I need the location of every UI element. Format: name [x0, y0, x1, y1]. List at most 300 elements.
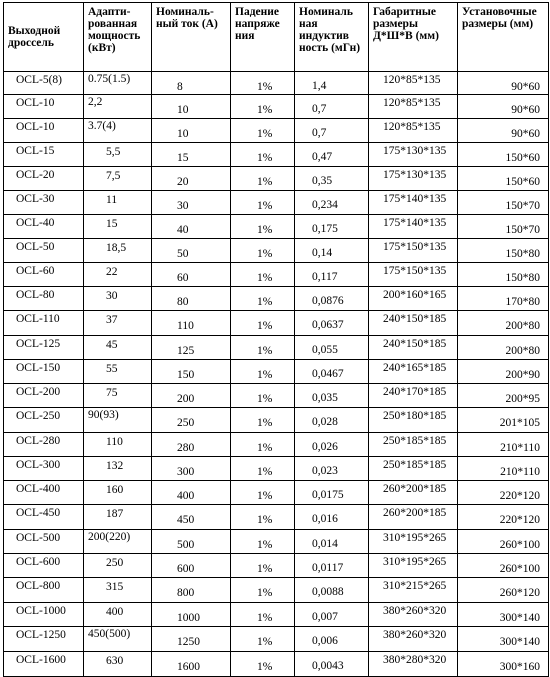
dimensions-value: 250*185*185 — [383, 459, 447, 471]
model-value: OCL-800 — [16, 580, 61, 592]
cell-inductance — [295, 360, 369, 384]
table-row — [4, 287, 549, 311]
voltage-drop-value: 1% — [257, 514, 273, 526]
mounting-value: 260*100 — [499, 563, 540, 575]
table-row — [4, 530, 549, 554]
model-value: OCL-60 — [16, 265, 55, 277]
inductance-value: 0,006 — [312, 635, 338, 647]
model-value: OCL-400 — [16, 483, 61, 495]
cell-inductance — [295, 95, 369, 119]
cell-mounting — [458, 578, 549, 603]
model-value: OCL-300 — [16, 459, 61, 471]
inductance-value: 0,7 — [312, 127, 327, 139]
current-value: 600 — [177, 563, 195, 575]
table-row — [4, 433, 549, 457]
cell-dimensions — [369, 505, 458, 530]
cell-current — [152, 336, 231, 360]
mounting-value: 200*80 — [505, 345, 540, 357]
table-row — [4, 652, 549, 677]
current-value: 30 — [177, 200, 189, 212]
cell-voltage-drop — [231, 481, 295, 505]
model-value: OCL-250 — [16, 410, 61, 422]
cell-voltage-drop — [231, 652, 295, 677]
cell-mounting — [458, 627, 549, 652]
current-value: 50 — [177, 248, 189, 260]
cell-voltage-drop — [231, 119, 295, 143]
cell-model — [4, 287, 84, 311]
header-voltage-drop: Падение напряже ния — [231, 3, 295, 72]
cell-voltage-drop — [231, 287, 295, 311]
power-value: 37 — [106, 314, 118, 326]
cell-current — [152, 505, 231, 530]
inductance-value: 0,14 — [312, 247, 333, 259]
table-row — [4, 215, 549, 239]
mounting-value: 220*120 — [499, 514, 540, 526]
cell-power — [84, 72, 152, 95]
cell-dimensions — [369, 72, 458, 95]
cell-power — [84, 408, 152, 433]
cell-current — [152, 287, 231, 311]
current-value: 80 — [177, 296, 189, 308]
cell-mounting — [458, 433, 549, 457]
cell-power — [84, 578, 152, 603]
cell-model — [4, 167, 84, 191]
dimensions-value: 240*150*185 — [383, 313, 447, 325]
current-value: 60 — [177, 272, 189, 284]
cell-model — [4, 457, 84, 481]
cell-dimensions — [369, 384, 458, 408]
cell-model — [4, 143, 84, 167]
cell-current — [152, 603, 231, 627]
cell-power — [84, 530, 152, 554]
power-value: 400 — [106, 606, 124, 618]
cell-mounting — [458, 239, 549, 263]
current-value: 15 — [177, 152, 189, 164]
current-value: 1600 — [177, 661, 200, 673]
cell-current — [152, 72, 231, 95]
dimensions-value: 240*170*185 — [383, 386, 447, 398]
cell-mounting — [458, 481, 549, 505]
table-row — [4, 191, 549, 215]
dimensions-value: 250*180*185 — [383, 410, 447, 422]
mounting-value: 90*60 — [511, 81, 540, 93]
dimensions-value: 120*85*135 — [383, 121, 441, 133]
mounting-value: 210*110 — [500, 442, 540, 454]
inductance-value: 0,023 — [312, 465, 338, 477]
cell-voltage-drop — [231, 408, 295, 433]
inductance-value: 0,0467 — [312, 368, 344, 380]
cell-dimensions — [369, 263, 458, 287]
cell-mounting — [458, 287, 549, 311]
dimensions-value: 380*260*320 — [383, 629, 447, 641]
model-value: OCL-30 — [16, 193, 55, 205]
voltage-drop-value: 1% — [257, 661, 273, 673]
mounting-value: 300*140 — [499, 636, 540, 648]
cell-current — [152, 191, 231, 215]
cell-mounting — [458, 652, 549, 677]
power-value: 0.75(1.5) — [88, 73, 131, 85]
voltage-drop-value: 1% — [257, 393, 273, 405]
cell-dimensions — [369, 119, 458, 143]
cell-power — [84, 263, 152, 287]
cell-power — [84, 95, 152, 119]
power-value: 132 — [106, 460, 124, 472]
mounting-value: 200*95 — [505, 393, 540, 405]
power-value: 450(500) — [88, 628, 131, 640]
voltage-drop-value: 1% — [257, 369, 273, 381]
cell-dimensions — [369, 652, 458, 677]
cell-dimensions — [369, 287, 458, 311]
cell-mounting — [458, 263, 549, 287]
cell-model — [4, 481, 84, 505]
cell-mounting — [458, 143, 549, 167]
cell-inductance — [295, 384, 369, 408]
dimensions-value: 260*200*185 — [383, 507, 447, 519]
voltage-drop-value: 1% — [257, 200, 273, 212]
cell-voltage-drop — [231, 215, 295, 239]
cell-voltage-drop — [231, 627, 295, 652]
table-row — [4, 360, 549, 384]
cell-power — [84, 360, 152, 384]
inductance-value: 1,4 — [312, 80, 327, 92]
cell-inductance — [295, 578, 369, 603]
current-value: 20 — [177, 176, 189, 188]
cell-dimensions — [369, 336, 458, 360]
mounting-value: 201*105 — [499, 417, 540, 429]
cell-power — [84, 336, 152, 360]
cell-mounting — [458, 603, 549, 627]
voltage-drop-value: 1% — [257, 442, 273, 454]
dimensions-value: 250*185*185 — [383, 435, 447, 447]
voltage-drop-value: 1% — [257, 417, 273, 429]
cell-dimensions — [369, 481, 458, 505]
current-value: 10 — [177, 128, 189, 140]
header-inductance: Номиналь ная индуктив ность (мГн) — [295, 3, 369, 72]
voltage-drop-value: 1% — [257, 104, 273, 116]
current-value: 1250 — [177, 636, 200, 648]
current-value: 200 — [177, 393, 195, 405]
inductance-value: 0,0043 — [312, 660, 344, 672]
cell-mounting — [458, 167, 549, 191]
cell-voltage-drop — [231, 311, 295, 336]
cell-dimensions — [369, 408, 458, 433]
cell-model — [4, 360, 84, 384]
mounting-value: 220*120 — [499, 490, 540, 502]
cell-model — [4, 119, 84, 143]
cell-current — [152, 360, 231, 384]
cell-mounting — [458, 336, 549, 360]
model-value: OCL-1250 — [16, 629, 66, 641]
mounting-value: 170*80 — [505, 296, 540, 308]
cell-dimensions — [369, 239, 458, 263]
table-row — [4, 627, 549, 652]
inductance-value: 0,016 — [312, 513, 338, 525]
table-row — [4, 119, 549, 143]
inductance-value: 0,028 — [312, 416, 338, 428]
voltage-drop-value: 1% — [257, 466, 273, 478]
mounting-value: 150*80 — [505, 272, 540, 284]
cell-power — [84, 384, 152, 408]
cell-power — [84, 191, 152, 215]
cell-voltage-drop — [231, 263, 295, 287]
voltage-drop-value: 1% — [257, 539, 273, 551]
inductance-value: 0,0175 — [312, 489, 344, 501]
cell-mounting — [458, 119, 549, 143]
cell-power — [84, 627, 152, 652]
cell-inductance — [295, 457, 369, 481]
power-value: 315 — [106, 581, 124, 593]
cell-mounting — [458, 505, 549, 530]
cell-voltage-drop — [231, 360, 295, 384]
dimensions-value: 200*160*165 — [383, 289, 447, 301]
table-row — [4, 72, 549, 95]
model-value: OCL-1600 — [16, 654, 66, 666]
cell-dimensions — [369, 554, 458, 578]
cell-inductance — [295, 505, 369, 530]
cell-current — [152, 554, 231, 578]
current-value: 10 — [177, 104, 189, 116]
cell-model — [4, 627, 84, 652]
inductance-value: 0,007 — [312, 611, 338, 623]
header-row — [4, 3, 549, 72]
mounting-value: 150*70 — [505, 200, 540, 212]
power-value: 7,5 — [106, 170, 121, 182]
voltage-drop-value: 1% — [257, 563, 273, 575]
header-output-choke: Выходной дроссель — [4, 3, 84, 72]
cell-model — [4, 408, 84, 433]
cell-model — [4, 384, 84, 408]
model-value: OCL-5(8) — [16, 74, 62, 86]
current-value: 500 — [177, 539, 195, 551]
voltage-drop-value: 1% — [257, 296, 273, 308]
dimensions-value: 260*200*185 — [383, 483, 447, 495]
mounting-value: 90*60 — [511, 104, 540, 116]
mounting-value: 150*60 — [505, 152, 540, 164]
power-value: 200(220) — [88, 531, 131, 543]
cell-current — [152, 627, 231, 652]
power-value: 160 — [106, 484, 124, 496]
current-value: 400 — [177, 490, 195, 502]
cell-power — [84, 311, 152, 336]
current-value: 800 — [177, 587, 195, 599]
cell-power — [84, 505, 152, 530]
power-value: 45 — [106, 339, 118, 351]
dimensions-value: 240*165*185 — [383, 362, 447, 374]
cell-voltage-drop — [231, 191, 295, 215]
inductance-value: 0,014 — [312, 538, 338, 550]
model-value: OCL-280 — [16, 435, 61, 447]
model-value: OCL-80 — [16, 289, 55, 301]
inductance-value: 0,035 — [312, 392, 338, 404]
current-value: 125 — [177, 345, 195, 357]
cell-dimensions — [369, 603, 458, 627]
cell-power — [84, 603, 152, 627]
cell-model — [4, 530, 84, 554]
mounting-value: 210*110 — [500, 466, 540, 478]
table-row — [4, 554, 549, 578]
voltage-drop-value: 1% — [257, 128, 273, 140]
cell-inductance — [295, 215, 369, 239]
cell-inductance — [295, 336, 369, 360]
cell-inductance — [295, 167, 369, 191]
voltage-drop-value: 1% — [257, 636, 273, 648]
cell-power — [84, 481, 152, 505]
voltage-drop-value: 1% — [257, 320, 273, 332]
dimensions-value: 120*85*135 — [383, 97, 441, 109]
inductance-value: 0,0876 — [312, 295, 344, 307]
cell-current — [152, 95, 231, 119]
cell-current — [152, 408, 231, 433]
power-value: 18,5 — [106, 242, 127, 254]
cell-current — [152, 457, 231, 481]
cell-model — [4, 554, 84, 578]
dimensions-value: 310*195*265 — [383, 556, 447, 568]
cell-mounting — [458, 95, 549, 119]
header-dimensions: Габаритные размеры Д*Ш*В (мм) — [369, 3, 458, 72]
cell-inductance — [295, 481, 369, 505]
table-row — [4, 481, 549, 505]
current-value: 1000 — [177, 612, 200, 624]
model-value: OCL-150 — [16, 362, 61, 374]
power-value: 15 — [106, 218, 118, 230]
table-row — [4, 263, 549, 287]
cell-current — [152, 311, 231, 336]
dimensions-value: 175*130*135 — [383, 145, 447, 157]
cell-model — [4, 336, 84, 360]
cell-inductance — [295, 263, 369, 287]
cell-voltage-drop — [231, 530, 295, 554]
mounting-value: 200*80 — [505, 320, 540, 332]
voltage-drop-value: 1% — [257, 248, 273, 260]
cell-mounting — [458, 457, 549, 481]
cell-current — [152, 433, 231, 457]
voltage-drop-value: 1% — [257, 81, 273, 93]
cell-mounting — [458, 554, 549, 578]
voltage-drop-value: 1% — [257, 152, 273, 164]
cell-dimensions — [369, 215, 458, 239]
cell-current — [152, 578, 231, 603]
header-mounting: Установочные размеры (мм) — [458, 3, 549, 72]
cell-inductance — [295, 408, 369, 433]
cell-mounting — [458, 72, 549, 95]
cell-current — [152, 481, 231, 505]
inductance-value: 0,47 — [312, 151, 333, 163]
cell-voltage-drop — [231, 239, 295, 263]
power-value: 5,5 — [106, 146, 121, 158]
model-value: OCL-600 — [16, 556, 61, 568]
mounting-value: 150*70 — [505, 224, 540, 236]
current-value: 8 — [177, 81, 183, 93]
voltage-drop-value: 1% — [257, 490, 273, 502]
table-row — [4, 95, 549, 119]
mounting-value: 200*90 — [505, 369, 540, 381]
inductance-value: 0,117 — [312, 271, 338, 283]
cell-inductance — [295, 287, 369, 311]
cell-inductance — [295, 652, 369, 677]
model-value: OCL-125 — [16, 338, 61, 350]
current-value: 450 — [177, 514, 195, 526]
cell-inductance — [295, 311, 369, 336]
cell-power — [84, 652, 152, 677]
header-power: Адапти-рованная мощность (кВт) — [84, 3, 152, 72]
table-row — [4, 505, 549, 530]
cell-voltage-drop — [231, 457, 295, 481]
power-value: 3.7(4) — [88, 120, 116, 132]
cell-inductance — [295, 72, 369, 95]
power-value: 2,2 — [88, 96, 103, 108]
cell-model — [4, 603, 84, 627]
cell-current — [152, 143, 231, 167]
cell-power — [84, 167, 152, 191]
current-value: 150 — [177, 369, 195, 381]
dimensions-value: 120*85*135 — [383, 74, 441, 86]
mounting-value: 300*160 — [499, 661, 540, 673]
power-value: 22 — [106, 266, 118, 278]
cell-current — [152, 263, 231, 287]
current-value: 280 — [177, 442, 195, 454]
cell-model — [4, 72, 84, 95]
cell-model — [4, 239, 84, 263]
inductance-value: 0,234 — [312, 199, 338, 211]
cell-voltage-drop — [231, 95, 295, 119]
cell-current — [152, 239, 231, 263]
current-value: 250 — [177, 417, 195, 429]
cell-dimensions — [369, 457, 458, 481]
cell-current — [152, 119, 231, 143]
cell-current — [152, 167, 231, 191]
voltage-drop-value: 1% — [257, 345, 273, 357]
dimensions-value: 175*150*135 — [383, 241, 447, 253]
cell-voltage-drop — [231, 505, 295, 530]
current-value: 300 — [177, 466, 195, 478]
cell-current — [152, 384, 231, 408]
model-value: OCL-1000 — [16, 605, 66, 617]
mounting-value: 300*140 — [499, 612, 540, 624]
dimensions-value: 175*150*135 — [383, 265, 447, 277]
inductance-value: 0,026 — [312, 441, 338, 453]
voltage-drop-value: 1% — [257, 272, 273, 284]
cell-voltage-drop — [231, 384, 295, 408]
header-rated-current: Номиналь-ный ток (А) — [152, 3, 231, 72]
cell-power — [84, 287, 152, 311]
dimensions-value: 310*215*265 — [383, 580, 447, 592]
cell-dimensions — [369, 530, 458, 554]
power-value: 110 — [106, 436, 123, 448]
cell-inductance — [295, 627, 369, 652]
power-value: 30 — [106, 290, 118, 302]
cell-model — [4, 505, 84, 530]
model-value: OCL-50 — [16, 241, 55, 253]
current-value: 110 — [177, 320, 194, 332]
power-value: 630 — [106, 655, 124, 667]
power-value: 187 — [106, 508, 124, 520]
cell-inductance — [295, 119, 369, 143]
cell-dimensions — [369, 167, 458, 191]
table-row — [4, 311, 549, 336]
cell-current — [152, 530, 231, 554]
cell-mounting — [458, 311, 549, 336]
cell-voltage-drop — [231, 554, 295, 578]
cell-voltage-drop — [231, 143, 295, 167]
cell-mounting — [458, 215, 549, 239]
cell-dimensions — [369, 191, 458, 215]
cell-current — [152, 215, 231, 239]
dimensions-value: 240*150*185 — [383, 338, 447, 350]
cell-inductance — [295, 530, 369, 554]
cell-model — [4, 263, 84, 287]
mounting-value: 260*120 — [499, 587, 540, 599]
cell-voltage-drop — [231, 433, 295, 457]
